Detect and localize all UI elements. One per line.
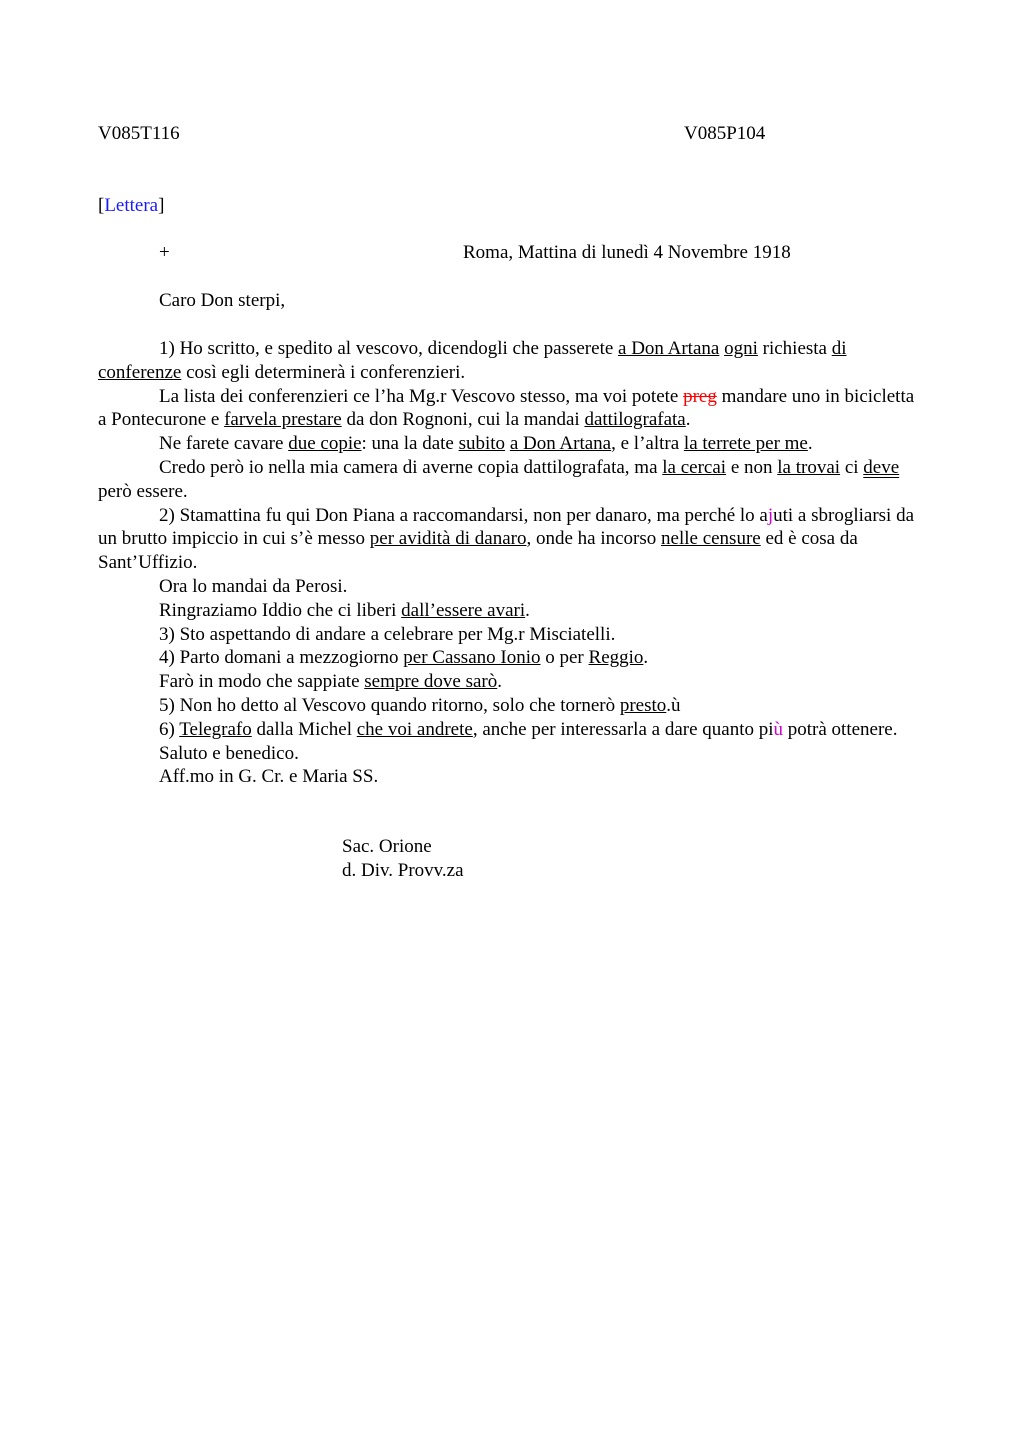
text-segment: La lista dei conferenzieri ce l’ha Mg.r Vescovo stesso, ma voi potete: [159, 385, 684, 407]
text-segment: uti a sbrogliarsi da un brutto impiccio in cui s’è messo: [98, 504, 915, 550]
text-segment: così egli determinerà i conferenzieri.: [181, 361, 466, 383]
signature-title: d. Div. Provv.za: [342, 860, 464, 881]
inserted-letter: j: [767, 504, 774, 526]
text-segment: Credo però io nella mia camera di averne copia dattilografata, ma: [159, 456, 663, 478]
text-segment: .ù: [666, 694, 681, 716]
underlined-text: subito: [458, 433, 506, 455]
text-segment: 5) Non ho detto al Vescovo quando ritorno, solo che tornerò: [159, 694, 620, 716]
text-segment: Farò in modo che sappiate: [159, 671, 365, 693]
inserted-letter: ù: [773, 718, 784, 740]
salutation: Caro Don sterpi,: [159, 290, 286, 311]
text-segment: 2) Stamattina fu qui Don Piana a raccomandarsi, non per danaro, ma perché lo a: [159, 504, 768, 526]
paragraph-13: Saluto e benedico.: [159, 742, 299, 764]
paragraph-12: [98, 718, 922, 742]
text-segment: Ringraziamo Iddio che ci liberi: [159, 599, 402, 621]
paragraph-1: [98, 337, 922, 385]
underlined-text: per Cassano Ionio: [403, 647, 541, 669]
underlined-text: presto: [619, 694, 667, 716]
underlined-text: che voi andrete: [356, 718, 473, 740]
document-type-link: Lettera: [104, 195, 159, 216]
text-segment: .: [525, 599, 530, 621]
paragraph-11: [98, 694, 922, 718]
cross-symbol: +: [159, 242, 170, 263]
paragraph-10: [98, 670, 922, 694]
paragraph-7: [98, 599, 922, 623]
right-document-code: V085P104: [684, 123, 766, 144]
text-segment: e non: [726, 456, 778, 478]
text-segment: ed è cosa da Sant’Uffizio.: [98, 528, 858, 574]
paragraph-5: [98, 504, 922, 575]
text-segment: , e l’altra: [611, 433, 684, 455]
text-segment: mandare uno in bicicletta a Pontecurone e: [98, 385, 915, 431]
underlined-text: la cercai: [662, 456, 727, 478]
paragraph-6: Ora lo mandai da Perosi.: [159, 575, 348, 597]
underlined-text: Reggio: [588, 647, 644, 669]
text-segment: Ne farete cavare: [159, 433, 289, 455]
underlined-text: di conferenze: [98, 338, 847, 383]
paragraph-14: Aff.mo in G. Cr. e Maria SS.: [159, 766, 379, 788]
letter-body: [98, 337, 922, 789]
paragraph-8: 3) Sto aspettando di andare a celebrare per Mg.r Misciatelli.: [159, 623, 616, 645]
text-segment: .: [807, 433, 813, 455]
underlined-text: a Don Artana: [509, 433, 612, 455]
underlined-text: farvela prestare: [224, 409, 342, 431]
left-document-code: V085T116: [98, 123, 180, 144]
text-segment: o per: [540, 647, 589, 669]
dateline: Roma, Mattina di lunedì 4 Novembre 1918: [463, 242, 791, 263]
text-segment: , anche per interessarla a dare quanto pi: [472, 718, 774, 740]
signature-name: Sac. Orione: [342, 836, 432, 857]
text-segment: ci: [840, 456, 864, 478]
text-segment: però essere.: [98, 480, 188, 502]
paragraph-3: [98, 432, 922, 456]
underlined-text: Telegrafo: [179, 718, 252, 740]
underlined-text: per avidità di danaro: [369, 528, 527, 550]
underlined-text: la terrete per me: [683, 433, 808, 455]
document-type-label: [Lettera]: [98, 195, 165, 216]
text-segment: 1) Ho scritto, e spedito al vescovo, dicendogli che passerete: [159, 338, 619, 359]
underlined-text: a Don Artana: [618, 338, 720, 359]
text-segment: , onde ha incorso: [526, 528, 662, 550]
text-segment: da don Rognoni, cui la mandai: [341, 409, 585, 431]
text-segment: 6): [159, 718, 180, 740]
paragraph-9: [98, 646, 922, 670]
text-segment: .: [685, 409, 691, 431]
underlined-text: la trovai: [777, 456, 841, 478]
paragraph-4: [98, 456, 922, 504]
text-segment: dalla Michel: [251, 718, 357, 740]
text-segment: .: [497, 671, 502, 693]
underlined-text: nelle censure: [661, 528, 761, 550]
text-segment: .: [643, 647, 649, 669]
paragraph-2: [98, 385, 922, 433]
underlined-text: dattilografata: [584, 409, 686, 431]
underlined-text: ogni: [724, 338, 758, 359]
text-segment: potrà ottenere.: [783, 718, 898, 740]
text-segment: : una la date: [361, 433, 459, 455]
underlined-text: due copie: [288, 433, 362, 455]
text-segment: richiesta: [757, 338, 832, 359]
deleted-text: preg: [683, 385, 717, 407]
underlined-text: sempre dove sarò: [364, 671, 498, 693]
underlined-text: dall’essere avari: [401, 599, 526, 621]
text-segment: 4) Parto domani a mezzogiorno: [159, 647, 404, 669]
double-underlined-text: deve: [863, 456, 900, 478]
